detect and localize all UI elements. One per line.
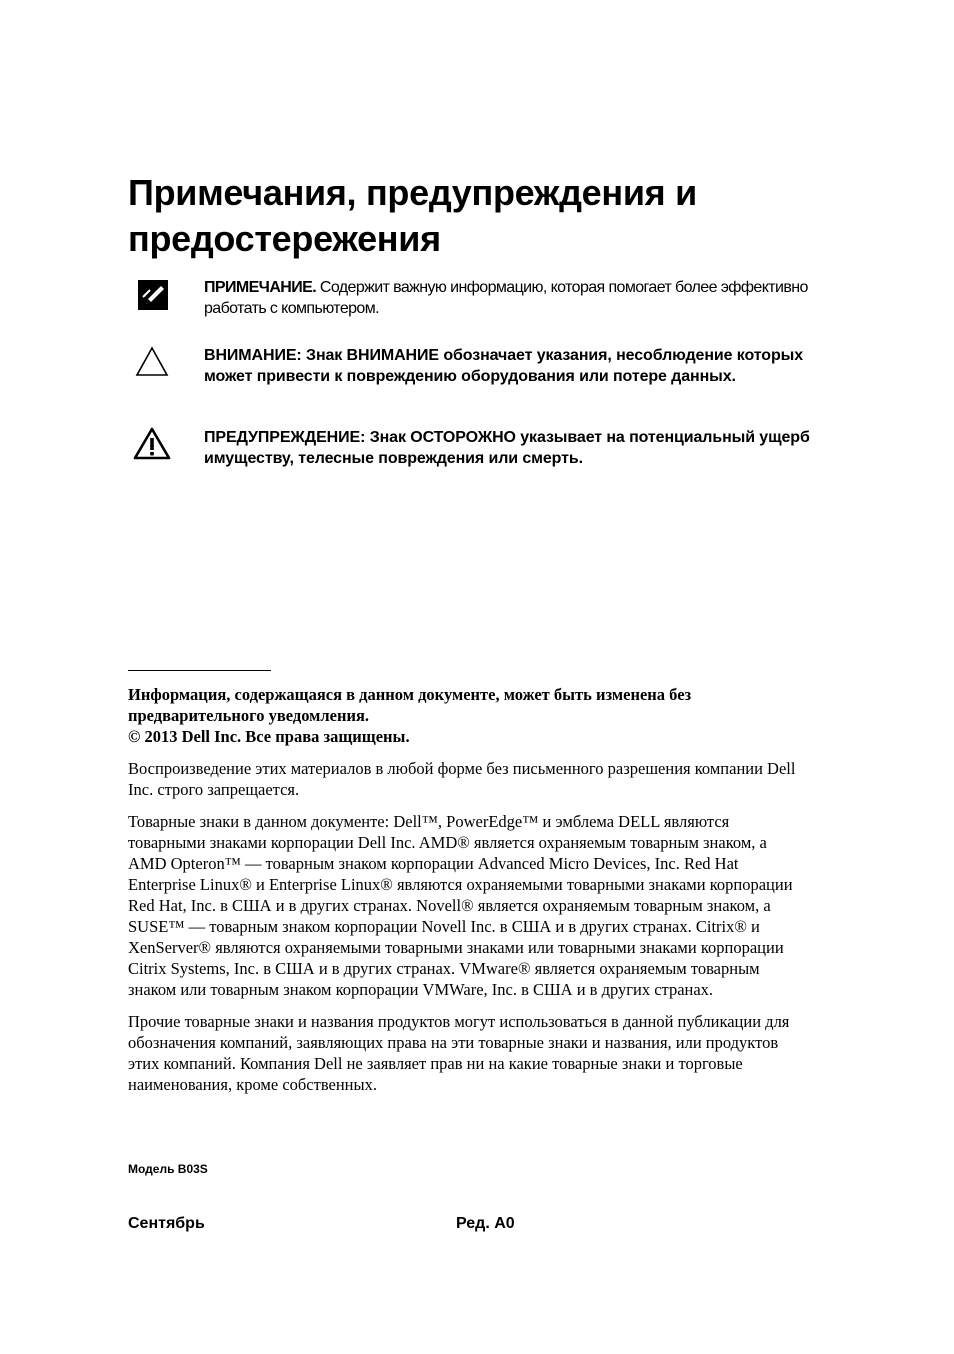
footer-date: Сентябрь	[128, 1215, 205, 1232]
note-body: Содержит важную информацию, которая помогает более эффективно работать с компьютером.	[204, 279, 808, 317]
note-label: ПРИМЕЧАНИЕ.	[204, 279, 317, 296]
caution-text	[204, 345, 844, 387]
warning-text	[204, 427, 844, 469]
caution-body: Знак ВНИМАНИЕ обозначает указания, несоблюдение которых может привести к повреждению оборудования или потере данных.	[204, 347, 804, 385]
info-change-line-1: Информация, содержащаяся в данном документе, может быть изменена без	[128, 685, 692, 704]
page-title: Примечания, предупреждения и предостережения	[128, 172, 697, 259]
model-number: Модель B03S	[128, 1162, 208, 1176]
warning-exclamation-icon	[128, 427, 176, 467]
reproduction-paragraph: Воспроизведение этих материалов в любой форме без письменного разрешения компании Dell Inc. строго запрещается.	[128, 759, 796, 799]
legal-section	[128, 684, 798, 1106]
trademarks-paragraph: Товарные знаки в данном документе: Dell™, PowerEdge™ и эмблема DELL являются товарными знаками корпорации Dell Inc. AMD® является охраняемым товарным знаком, а AMD Opteron™ — товарным знаком корпорации Advanced Micro Devices, Inc. Red Hat Enterprise Linux® и Enterprise Linux® являются охраняемыми товарными знаками корпорации Red Hat, Inc. в США и в других странах. Novell® является охраняемым товарным знаком, а SUSE™ — товарным знаком корпорации Novell Inc. в США и в других странах. Citrix® и XenServer® являются охраняемыми товарными знаками или товарными знаками корпорации Citrix Systems, Inc. в США и в других странах. VMware® является охраняемым товарным знаком или товарным знаком корпорации VMWare, Inc. в США и в других странах.	[128, 812, 793, 999]
caution-triangle-icon	[128, 345, 176, 385]
warning-body: Знак ОСТОРОЖНО указывает на потенциальный ущерб имуществу, телесные повреждения или смерть.	[204, 429, 810, 467]
legal-notice-block	[128, 684, 798, 747]
note-text	[204, 277, 844, 319]
note-pencil-icon	[128, 277, 176, 317]
warning-label: ПРЕДУПРЕЖДЕНИЕ:	[204, 429, 366, 446]
footnote-separator	[128, 670, 271, 671]
copyright-line: © 2013 Dell Inc. Все права защищены.	[128, 727, 410, 746]
footer-revision: Ред. A0	[456, 1215, 515, 1232]
info-change-line-2: предварительного уведомления.	[128, 706, 370, 725]
caution-label: ВНИМАНИЕ:	[204, 347, 302, 364]
other-trademarks-paragraph: Прочие товарные знаки и названия продуктов могут использоваться в данной публикации для обозначения компаний, заявляющих права на эти товарные знаки и названия, или продуктов этих компаний. Компания Dell не заявляет прав ни на какие товарные знаки и торговые наименования, кроме собственных.	[128, 1012, 790, 1094]
